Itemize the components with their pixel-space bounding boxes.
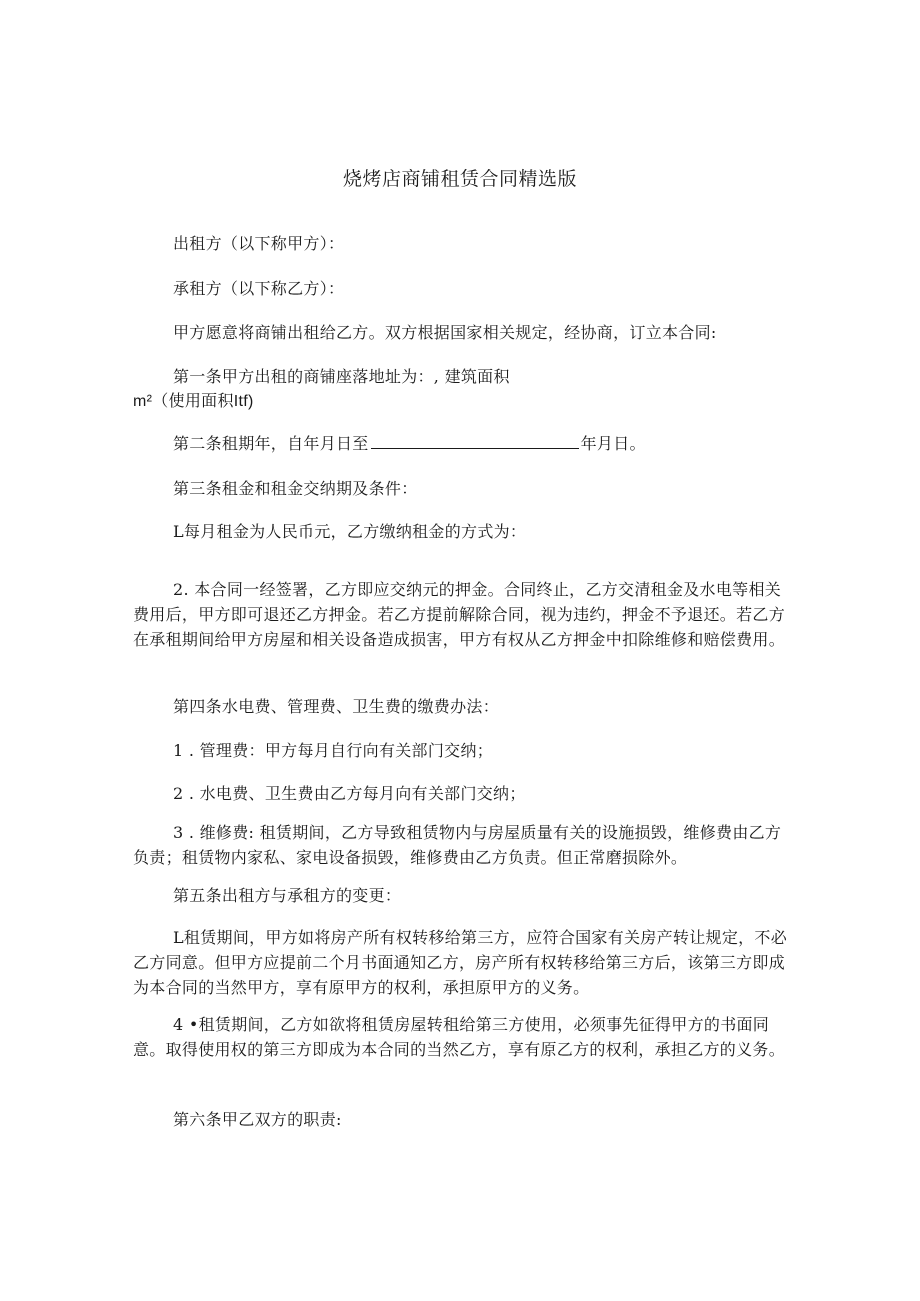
lessor-line: 出租方（以下称甲方）： <box>173 234 345 253</box>
article-4-item-2: 2 . 水电费、卫生费由乙方每月向有关部门交纳； <box>173 784 526 803</box>
lessee-line: 承租方（以下称乙方）： <box>173 279 345 298</box>
article-3-item-2: 2. 本合同一经签署，乙方即应交纳元的押金。合同终止，乙方交清租金及水电等相关费用后，甲方即可退还乙方押金。若乙方提前解除合同，视为违约，押金不予退还。若乙方在承租期间给甲方房屋和相关设备造成损害，甲方有权从乙方押金中扣除维修和赔偿费用。 <box>133 580 786 649</box>
article-4-item-3: 3 . 维修费: 租赁期间，乙方导致租赁物内与房屋质量有关的设施损毁，维修费由乙方负责；租赁物内家私、家电设备损毁，维修费由乙方负责。但正常磨损除外。 <box>133 823 782 867</box>
article-2-line <box>133 431 793 456</box>
article-3-heading: 第三条租金和租金交纳期及条件： <box>173 479 418 498</box>
article-3-item-1: L每月租金为人民币元，乙方缴纳租金的方式为： <box>173 522 527 541</box>
intro-paragraph: 甲方愿意将商铺出租给乙方。双方根据国家相关规定，经协商，订立本合同: <box>173 323 717 342</box>
article-5-item-1: L租赁期间，甲方如将房产所有权转移给第三方，应符合国家有关房产转让规定，不必乙方同意。但甲方应提前二个月书面通知乙方，房产所有权转移给第三方后，该第三方即成为本合同的当然甲方，享有原甲方的权利，承担原甲方的义务。 <box>133 928 788 997</box>
article-4-item-1: 1 . 管理费：甲方每月自行向有关部门交纳； <box>173 741 494 760</box>
end-date-blank <box>371 433 579 449</box>
article-5-item-2: 4 •租赁期间，乙方如欲将租赁房屋转租给第三方使用，必须事先征得甲方的书面同意。取得使用权的第三方即成为本合同的当然乙方，享有原乙方的权利，承担乙方的义务。 <box>133 1015 786 1059</box>
article-4-heading: 第四条水电费、管理费、卫生费的缴费办法： <box>173 697 500 716</box>
article-2-text-before: 第二条租期年，自年月日至 <box>173 434 369 453</box>
article-5-heading: 第五条出租方与承租方的变更： <box>173 886 402 905</box>
article-2-text-after: 年月日。 <box>580 434 646 453</box>
article-1-line-1: 第一条甲方出租的商铺座落地址为：, 建筑面积 <box>173 367 510 386</box>
article-1-line-2: m²（使用面积Itf) <box>133 393 254 410</box>
document-title: 烧烤店商铺租赁合同精选版 <box>342 168 577 190</box>
article-6-heading: 第六条甲乙双方的职责: <box>173 1110 342 1129</box>
